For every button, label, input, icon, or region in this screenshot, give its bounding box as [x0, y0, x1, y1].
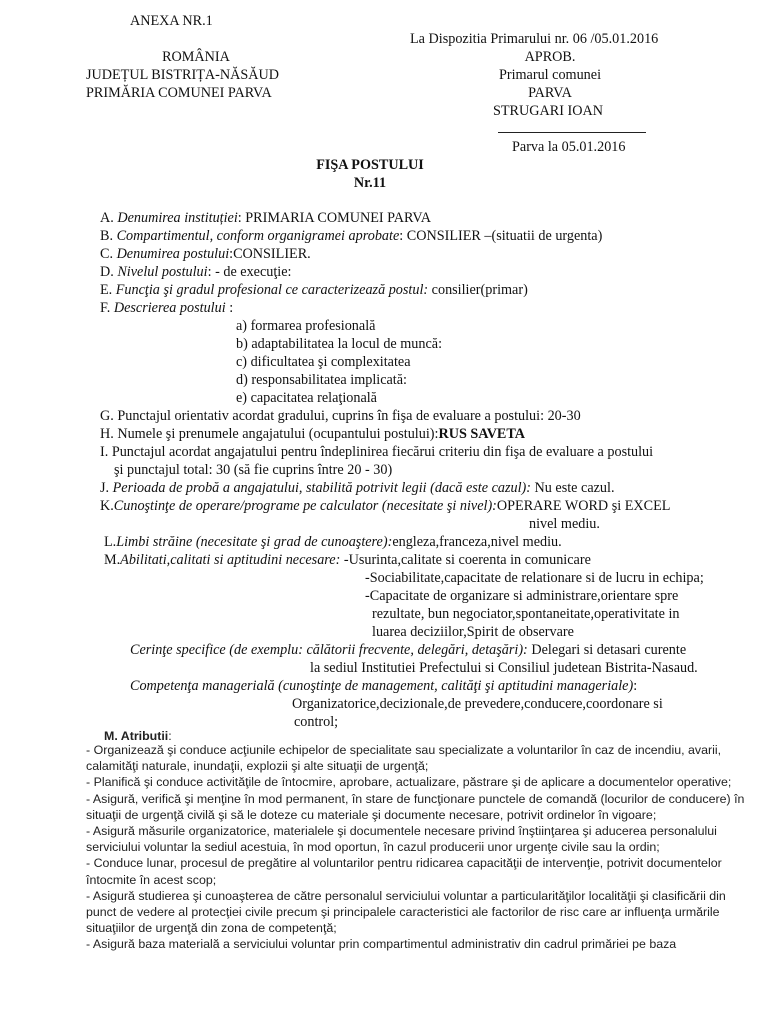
managerial-competence-colon: : [633, 678, 638, 694]
field-c-value: :CONSILIER. [229, 246, 311, 262]
attribute-paragraph: - Asigură baza materială a serviciului voluntar prin compartimentul administrativ din cadrul primăriei pe baza [86, 937, 677, 952]
field-b-label: Compartimentul, conform organigramei aprobate [116, 228, 400, 244]
county-name: JUDEȚUL BISTRIȚA-NĂSĂUD [86, 67, 279, 83]
field-h [100, 426, 525, 444]
field-c-label: Denumirea postului [116, 246, 230, 262]
field-k-value: OPERARE WORD şi EXCEL [496, 498, 671, 514]
field-k-letter: K. [100, 498, 114, 514]
specific-requirements-label: Cerinţe specifice (de exemplu: călătorii frecvente, delegări, detaşări): [130, 642, 528, 658]
attribute-paragraph: - Conduce lunar, procesul de pregătire al voluntarilor pentru ridicarea capacităţii de intervenţie, potrivit documentelor întocmite în acest scop; [86, 856, 722, 887]
signature-line [498, 132, 646, 133]
country-name: ROMÂNIA [162, 49, 230, 65]
field-l-label: Limbi străine (necesitate şi grad de cunoaştere): [116, 534, 393, 550]
field-m-label: Abilitati,calitati si aptitudini necesare: [120, 552, 344, 568]
document-title: FIŞA POSTULUI [316, 157, 424, 173]
field-e-label: Funcţia şi gradul profesional ce caracterizează postul: [115, 282, 429, 298]
field-m [104, 552, 591, 570]
field-d-value: : - de execuţie: [207, 264, 292, 280]
field-e [100, 282, 528, 300]
field-f-value: : [225, 300, 234, 316]
field-d [100, 264, 292, 282]
field-d-letter: D. [100, 264, 118, 280]
document-number: Nr.11 [353, 175, 387, 191]
description-item: a) formarea profesională [236, 318, 376, 334]
field-a-letter: A. [100, 210, 118, 226]
field-b-value: : CONSILIER –(situatii de urgenta) [399, 228, 603, 244]
attribute-paragraph: - Asigură studierea şi cunoaşterea de către personalul serviciului voluntar a particularităţilor localităţii şi clasificării din punct de vedere al protecţiei civile precum şi principalele caracteristici ale factorilor de risc care ar influenţa urmările situaţiilor de urgenţă din zona de competenţă; [86, 888, 726, 936]
description-item: d) responsabilitatea implicată: [236, 372, 407, 388]
specific-requirements-line2: la sediul Institutiei Prefectului si Consiliul judetean Bistrita-Nasaud. [310, 660, 698, 676]
attributes-list [86, 742, 758, 953]
field-e-letter: E. [100, 282, 116, 298]
field-b [100, 228, 602, 246]
attribute-paragraph: - Organizează şi conduce acţiunile echipelor de specialitate sau specializate a voluntarilor în caz de incendiu, avarii, calamităţi naturale, inundaţii, explozii şi alte situaţii de urgenţă; [86, 743, 722, 774]
ability-line: -Sociabilitate,capacitate de relationare si de lucru in echipa; [365, 570, 704, 586]
description-item: c) dificultatea şi complexitatea [236, 354, 411, 370]
field-a-label: Denumirea instituției [117, 210, 238, 226]
mayor-name: STRUGARI IOAN [493, 103, 603, 119]
city-hall-name: PRIMĂRIA COMUNEI PARVA [86, 85, 272, 101]
field-f [100, 300, 233, 318]
attributes-heading-label: M. Atributii [104, 729, 169, 743]
attributes-heading-colon: : [168, 729, 172, 743]
field-a [100, 210, 431, 228]
field-g: G. Punctajul orientativ acordat gradului, cuprins în fişa de evaluare a postului: 20-30 [100, 408, 581, 424]
field-k-label: Cunoştinţe de operare/programe pe calculator (necesitate şi nivel): [113, 498, 497, 514]
place-date: Parva la 05.01.2016 [512, 139, 626, 155]
field-j-label: Perioada de probă a angajatului, stabilită potrivit legii (dacă este cazul): [112, 480, 531, 496]
field-j-value: Nu este cazul. [530, 480, 615, 496]
ability-line: luarea deciziilor,Spirit de observare [372, 624, 574, 640]
field-c-letter: C. [100, 246, 117, 262]
field-e-value: consilier(primar) [428, 282, 528, 298]
attribute-paragraph: - Asigură, verifică şi menţine în mod permanent, în stare de funcţionare punctele de comandă (locurilor de conducere) în situaţii de urgenţă civilă şi să le doteze cu materiale şi documente necesare, potrivit ordinelor în vigoare; [86, 791, 745, 822]
specific-requirements [130, 642, 686, 660]
commune-name: PARVA [528, 85, 572, 101]
field-l-value: engleza,franceza,nivel mediu. [392, 534, 562, 550]
mayor-title: Primarul comunei [498, 67, 602, 83]
field-j-letter: J. [100, 480, 113, 496]
field-k-level: nivel mediu. [529, 516, 600, 532]
field-l-letter: L. [104, 534, 117, 550]
disposition-text: La Dispozitia Primarului nr. 06 /05.01.2016 [410, 31, 659, 47]
ability-line: rezultate, bun negociator,spontaneitate,operativitate in [372, 606, 680, 622]
description-item: b) adaptabilitatea la locul de muncă: [236, 336, 443, 352]
field-m-value: -Usurinta,calitate si coerenta in comunicare [343, 552, 591, 568]
field-h-label: H. Numele şi prenumele angajatului (ocupantului postului): [100, 426, 439, 442]
attribute-paragraph: - Asigură măsurile organizatorice, materialele şi documentele necesare privind înştiinţarea şi aducerea personalului serviciului voluntar la sediul acestuia, în mod oportun, în cazul producerii unor urgenţe civile sau la ordin; [86, 824, 717, 855]
managerial-competence-line3: control; [294, 714, 339, 730]
managerial-competence-line2: Organizatorice,decizionale,de prevedere,conducere,coordonare si [292, 696, 663, 712]
field-k [100, 498, 670, 516]
field-a-value: : PRIMARIA COMUNEI PARVA [237, 210, 431, 226]
annex-label: ANEXA NR.1 [130, 13, 213, 29]
field-d-label: Nivelul postului [117, 264, 208, 280]
field-i-line1: I. Punctajul acordat angajatului pentru îndeplinirea fiecărui criteriu din fişa de evaluare a postului [100, 444, 654, 460]
field-f-letter: F. [100, 300, 114, 316]
field-j [100, 480, 615, 498]
ability-line: -Capacitate de organizare si administrare,orientare spre [365, 588, 679, 604]
field-i-line2: şi punctajul total: 30 (să fie cuprins între 20 - 30) [114, 462, 393, 478]
specific-requirements-value: Delegari si detasari curente [527, 642, 687, 658]
attribute-paragraph: - Planifică şi conduce activităţile de întocmire, aprobare, actualizare, păstrare şi de aplicare a documentelor operative; [86, 775, 732, 790]
managerial-competence [130, 678, 637, 696]
description-item: e) capacitatea relaţională [236, 390, 377, 406]
field-b-letter: B. [100, 228, 117, 244]
approve-label: APROB. [524, 49, 576, 65]
managerial-competence-label: Competenţa managerială (cunoştinţe de management, calităţi şi aptitudini manageriale) [130, 678, 634, 694]
field-l [104, 534, 562, 552]
employee-name: RUS SAVETA [438, 426, 526, 442]
field-m-letter: M. [104, 552, 121, 568]
field-c [100, 246, 311, 264]
field-f-label: Descrierea postului [113, 300, 226, 316]
